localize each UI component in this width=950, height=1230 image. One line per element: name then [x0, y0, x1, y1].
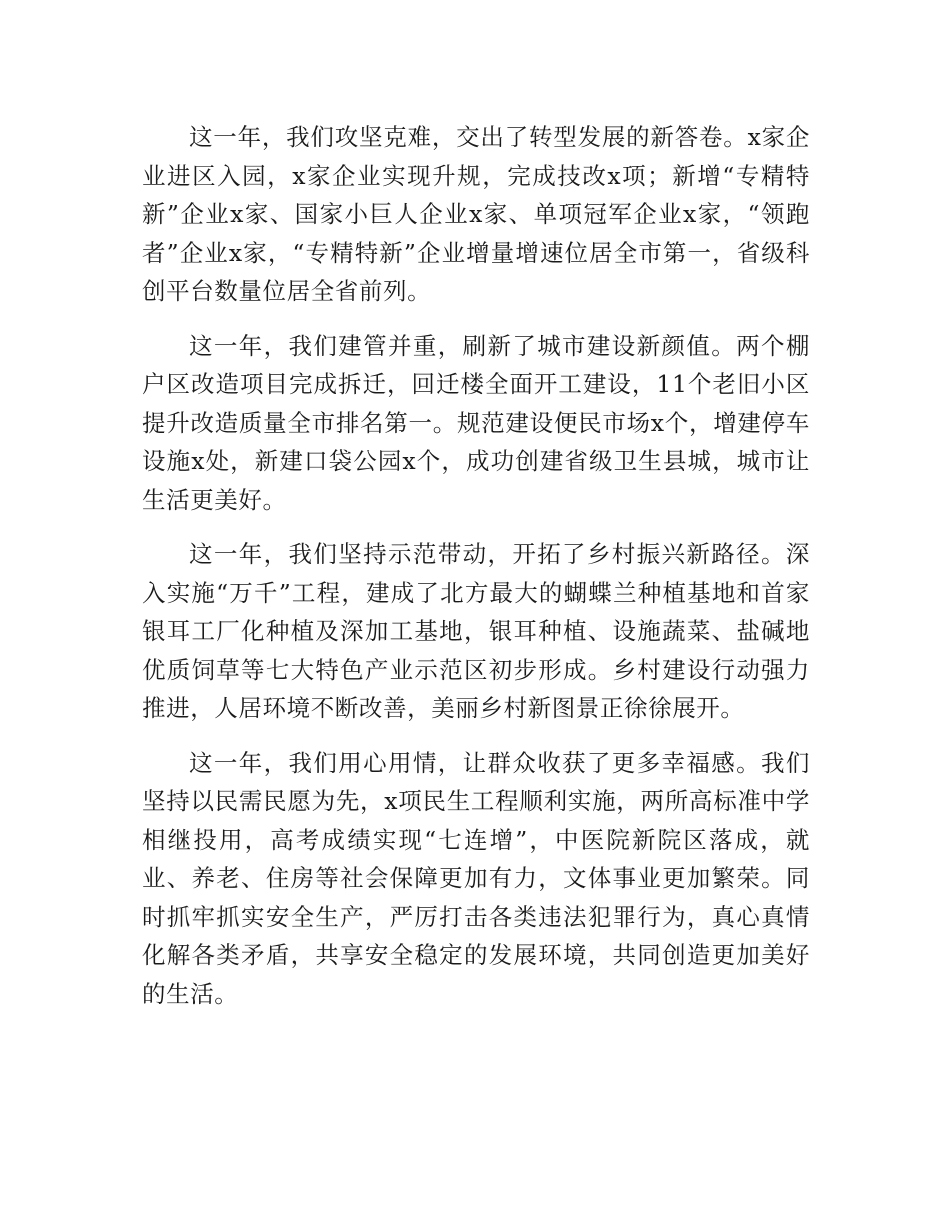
- paragraph-urban-construction: 这一年，我们建管并重，刷新了城市建设新颜值。两个棚户区改造项目完成拆迁，回迁楼全面开工建设，11个老旧小区提升改造质量全市排名第一。规范建设便民市场x个，增建停车设施x处，新建口袋公园x个，成功创建省级卫生县城，城市让生活更美好。: [142, 331, 810, 514]
- paragraph-rural-revitalization: 这一年，我们坚持示范带动，开拓了乡村振兴新路径。深入实施“万千”工程，建成了北方最大的蝴蝶兰种植基地和首家银耳工厂化种植及深加工基地，银耳种植、设施蔬菜、盐碱地优质饲草等七大特色产业示范区初步形成。乡村建设行动强力推进，人居环境不断改善，美丽乡村新图景正徐徐展开。: [142, 540, 810, 722]
- document-body: [142, 118, 810, 1029]
- paragraph-public-wellbeing: 这一年，我们用心用情，让群众收获了更多幸福感。我们坚持以民需民愿为先，x项民生工程顺利实施，两所高标准中学相继投用，高考成绩实现“七连增”，中医院新院区落成，就业、养老、住房等社会保障更加有力，文体事业更加繁荣。同时抓牢抓实安全生产，严厉打击各类违法犯罪行为，真心真情化解各类矛盾，共享安全稳定的发展环境，共同创造更加美好的生活。: [142, 748, 810, 1008]
- paragraph-transformation: 这一年，我们攻坚克难，交出了转型发展的新答卷。x家企业进区入园，x家企业实现升规，完成技改x项；新增“专精特新”企业x家、国家小巨人企业x家、单项冠军企业x家，“领跑者”企业x家，“专精特新”企业增量增速位居全市第一，省级科创平台数量位居全省前列。: [142, 123, 810, 305]
